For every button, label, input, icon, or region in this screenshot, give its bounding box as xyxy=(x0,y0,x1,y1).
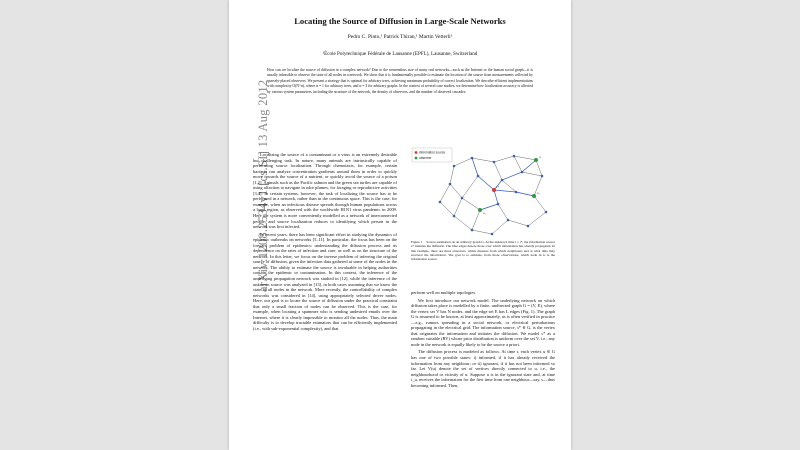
observer-label-1: o₁ xyxy=(539,155,542,159)
observer-marker-icon xyxy=(415,157,418,160)
paper-affiliation: ¹École Polytechnique Fédérale de Lausanne (EPFL), Lausanne, Switzerland xyxy=(322,51,478,57)
viewer-right-margin xyxy=(571,0,800,450)
figure-network-graph xyxy=(410,146,556,238)
paper-authors: Pedro C. Pinto,¹ Patrick Thiran,¹ Martin Vetterli¹ xyxy=(347,34,453,40)
paper-abstract: How can we localize the source of diffusion in a complex network? Due to the tremendous size of many real networks—such as the Internet or the human social graph—it is usually infeasible to observe the state of all nodes in a network. We show that it is fundamentally possible to estimate the location of the source from measurements collected by sparsely-placed observers. We present a strategy that is optimal for arbitrary trees, achieving maximum probability of correct localization. We describe efficient implementations with complexity O(N^α), where α = 1 for arbitrary trees, and α = 3 for arbitrary graphs. In the context of several case studies, we determine how localization accuracy is affected by various system parameters, including the structure of the network, the density of observers, and the number of observed cascades. xyxy=(267,68,533,94)
viewer-left-margin xyxy=(0,0,229,450)
paragraph: We first introduce our network model. The underlying network on which diffusion takes place is modelled by a finite, undirected graph G = (V, E), where the vertex set V has N nodes, and the edge set E has L edges (Fig. 1). The graph G is assumed to be known, at least approximately, as is often verified in practice—e.g., rumors spreading in a social network, or electrical perturbations propagating in the electrical grid. The information source, s* ∈ G, is the vertex that originates the information and initiates the diffusion. We model s* as a random variable (RV) whose prior distribution is uniform over the set V, i.e., any node in the network is equally likely to be the source a priori. xyxy=(411,297,555,347)
figure-legend xyxy=(412,148,452,162)
source-label: s* xyxy=(496,185,500,189)
figure-caption xyxy=(411,240,555,261)
observer-node-1 xyxy=(534,158,538,162)
informed-edges xyxy=(472,158,536,210)
body-right-column xyxy=(411,290,555,390)
legend-observer: observer xyxy=(419,156,432,161)
observer-label-3: o₃ xyxy=(483,211,486,215)
legend-source: information source xyxy=(419,150,446,155)
paragraph: In recent years, there has been significant effort in studying the dynamics of epidemic outbreaks on networks [5–11]. In particular, the focus has been on the forward problem of epidemics: understanding the diffusion process and its dependence on the rates of infection and cure, as well as on the structure of the network. In this letter, we focus on the inverse problem of inferring the original source of diffusion, given the infection data gathered at some of the nodes in the network. The ability to estimate the source is invaluable in helping authorities contain the epidemic or contamination. In this context, the inference of the underlying propagation network was studied in [12], while the inference of the unknown source was analyzed in [13], in both cases assuming that we know the state of all nodes in the network. More recently, the controllability of complex networks was considered in [14], using appropriately selected driver nodes. Here, our goal is to locate the source of diffusion under the practical constraint that only a small fraction of nodes can be observed. This is the case, for example, when locating a spammer who is sending undesired emails over the Internet, where it is clearly impossible to monitor all the nodes. Thus, the main difficulty is to develop tractable estimators that can be efficiently implemented (i.e., with sub-exponential complexity), and that xyxy=(253,231,397,331)
figure-caption-label: Figure 1 xyxy=(411,240,423,244)
arxiv-identifier: arXiv:1208.2534v1 [cs.SI] 13 Aug 2012 xyxy=(256,79,270,292)
paper-title: Locating the Source of Diffusion in Large-Scale Networks xyxy=(294,16,506,26)
observer-node-3 xyxy=(478,208,482,212)
paragraph: The diffusion process is modeled as follows. At time t, each vertex u ∈ G has one of two possible states: i) informed, if it has already received the information from any neighbour; or ii) ignorant, if it has not been informed so far. Let V(u) denote the set of vertices directly connected to u, i.e., the neighbourhood or vicinity of u. Suppose u is in the ignorant state and, at time t_u, receives the information for the first time from one neighbour—say, s—thus becoming informed. Then, xyxy=(411,349,555,388)
source-marker-icon xyxy=(415,151,418,154)
pdf-page xyxy=(229,0,571,450)
observer-node-2 xyxy=(532,194,536,198)
paragraph: Localizing the source of a contaminant or a virus is an extremely desirable but challenging task. In nature, many animals are intrinsically capable of performing source localization. Through chemotaxis, for example, certain bacteria can analyze concentration gradients around them in order to quickly move towards the source of a nutrient, or quickly avoid the source of a poison [1,2]. Animals such as the Pacific salmon and the green sea turtles are capable of using olfaction to navigate in odor plumes, for foraging or reproductive activities [3,4]. In certain systems, however, the task of localizing the source has to be performed in a network, rather than in the continuous space. This is the case, for example, when an infectious disease spreads through human populations across a large region, as observed with the worldwide H1N1 virus pandemic in 2009. Here the system is more conveniently modelled as a network of interconnected people, and source localization reduces to identifying which person in the network was first infected. xyxy=(253,152,397,230)
paragraph: perform well on multiple topologies. xyxy=(411,290,477,295)
body-left-column xyxy=(253,152,397,334)
figure-caption-text: Source estimation on an arbitrary graph G. At the unknown time t = t*, the information source s* initiates the diffusion. The blue edges denote those over which information has already propagated. In this example, there are three observers, which measure from which neighbours and at what time they received the information. The goal is to estimate, from those observations, which node in G is the information source. xyxy=(411,240,555,262)
observer-label-2: o₂ xyxy=(537,191,540,195)
